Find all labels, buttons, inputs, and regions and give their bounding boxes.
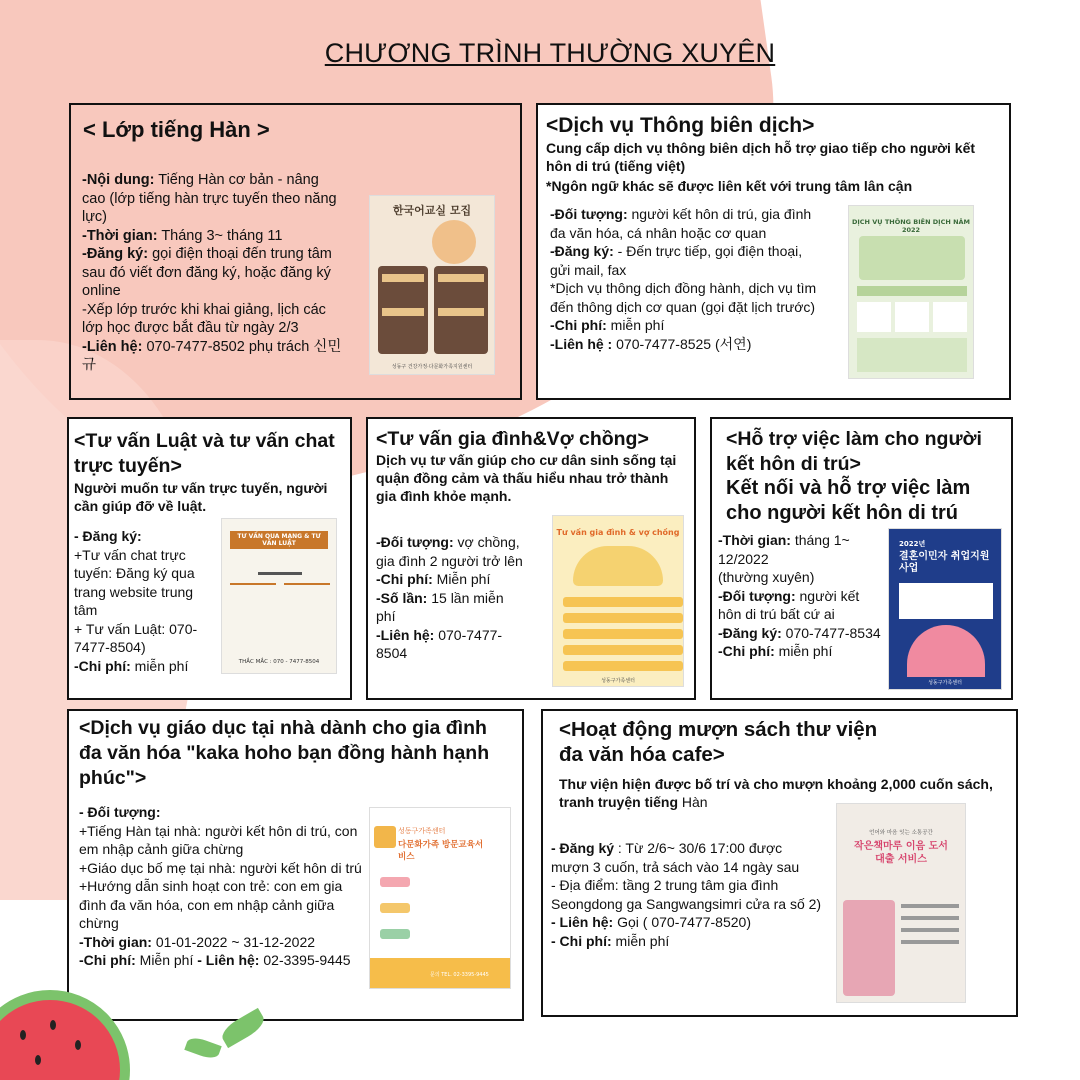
card-body: - Đối tượng: +Tiếng Hàn tại nhà: người kết hôn di trú, con em nhập cảnh giữa chừng +Giáo dục bố mẹ tại nhà: người kết hôn di trú +Hướng dẫn sinh hoạt con trẻ: con em gia đình đa văn hóa, con em nhập cảnh giữa chừng -Thời gian: 01-01-2022 ~ 31-12-2022 -Chi phí: Miễn phí - Liên hệ: 02-3395-9445 (79, 804, 362, 968)
card-body: -Đối tượng: vợ chồng, gia đình 2 người trở lên -Chi phí: Miễn phí -Số lần: 15 lần miễn phí -Liên hệ: 070-7477-8504 (376, 534, 523, 661)
leaf-decoration (184, 1035, 221, 1062)
card-note: *Ngôn ngữ khác sẽ được liên kết với trung tâm lân cận (546, 178, 913, 194)
card-heading: <Dịch vụ giáo dục tại nhà dành cho gia đình đa văn hóa "kaka hoho bạn đồng hành hạnh phúc"> (79, 717, 490, 789)
card-heading: <Dịch vụ Thông biên dịch> (546, 114, 815, 137)
card-subtitle: Dịch vụ tư vấn giúp cho cư dân sinh sống tại quận đồng cảm và thấu hiểu nhau trở thành gia đình khỏe mạnh. (376, 452, 677, 504)
card-heading: <Hoạt động mượn sách thư viện đa văn hóa cafe> (559, 718, 878, 766)
family-poster: Tư vấn gia đình & vợ chồng 성동구가족센터 (552, 515, 684, 687)
interpretation-poster: DỊCH VỤ THÔNG BIÊN DỊCH NĂM 2022 (848, 205, 974, 379)
card-korean-class (69, 103, 522, 400)
card-subtitle: Người muốn tư vấn trực tuyến, người cần giúp đỡ về luật. (74, 480, 328, 514)
page-title: CHƯƠNG TRÌNH THƯỜNG XUYÊN (324, 38, 776, 68)
card-body: -Thời gian: tháng 1~ 12/2022 (thường xuyên) -Đối tượng: người kết hôn di trú bất cứ ai -Đăng ký: 070-7477-8534 -Chi phí: miễn phí (718, 532, 881, 659)
library-poster: 언어와 마음 잇는 소통공간 작은책마루 이음 도서대출 서비스 (836, 803, 966, 1003)
card-body: -Đối tượng: người kết hôn di trú, gia đình đa văn hóa, cá nhân hoặc cơ quan -Đăng ký: - Đến trực tiếp, gọi điện thoại, gửi mail, fax *Dịch vụ thông dịch đồng hành, dịch vụ tìm đến thông dịch cơ quan (gọi đặt lịch trước) -Chi phí: miễn phí -Liên hệ : 070-7477-8525 (서연) (550, 206, 817, 352)
job-poster: 2022년 결혼이민자 취업지원사업 성동구가족센터 (888, 528, 1002, 690)
card-home-education (67, 709, 524, 1021)
card-heading: <Tư vấn Luật và tư vấn chat trực tuyến> (74, 430, 335, 477)
legal-poster: TƯ VẤN QUA MẠNG & TƯ VẤN LUẬT THẮC MẮC : 070 - 7477-8504 (221, 518, 337, 674)
card-subtitle: Thư viện hiện được bố trí và cho mượn khoảng 2,000 cuốn sách, tranh truyện tiếng Hàn (559, 776, 993, 810)
card-family-counseling (366, 417, 696, 700)
card-job-support (710, 417, 1013, 700)
home-education-poster: 성동구가족센터 다문화가족 방문교육서비스 문의 TEL. 02-3395-9445 (369, 807, 511, 989)
card-heading-2: Kết nối và hỗ trợ việc làm cho người kết hôn di trú (726, 477, 971, 524)
card-library (541, 709, 1018, 1017)
card-body: -Nội dung: Tiếng Hàn cơ bản - nâng cao (lớp tiếng hàn trực tuyến theo năng lực) -Thời gian: Tháng 3~ tháng 11 -Đăng ký: gọi điện thoại đến trung tâm sau đó viết đơn đăng ký, hoặc đăng ký online -Xếp lớp trước khi khai giảng, lịch các lớp học được bắt đầu từ ngày 2/3 -Liên hệ: 070-7477-8502 phụ trách 신민규 (82, 172, 342, 373)
card-legal-counseling (67, 417, 352, 700)
card-body: - Đăng ký: +Tư vấn chat trực tuyến: Đăng ký qua trang website trung tâm + Tư vấn Luật: 070-7477-8504) -Chi phí: miễn phí (74, 528, 198, 674)
card-heading: <Tư vấn gia đình&Vợ chồng> (376, 428, 649, 450)
card-heading: < Lớp tiếng Hàn > (83, 117, 270, 142)
korean-class-poster: 한국어교실 모집 성동구 건강가정·다문화가족지원센터 (369, 195, 495, 375)
card-subtitle: Cung cấp dịch vụ thông biên dịch hỗ trợ giao tiếp cho người kết hôn di trú (tiếng việt) (546, 140, 976, 174)
card-body: - Đăng ký : Từ 2/6~ 30/6 17:00 được mượn 3 cuốn, trả sách vào 14 ngày sau - Địa điểm: tầng 2 trung tâm gia đình Seongdong ga Sangwangsimri cửa ra số 2) - Liên hệ: Gọi ( 070-7477-8520) - Chi phí: miễn phí (551, 840, 822, 949)
card-heading: <Hỗ trợ việc làm cho người kết hôn di trú> (726, 428, 982, 475)
card-interpretation (536, 103, 1011, 400)
